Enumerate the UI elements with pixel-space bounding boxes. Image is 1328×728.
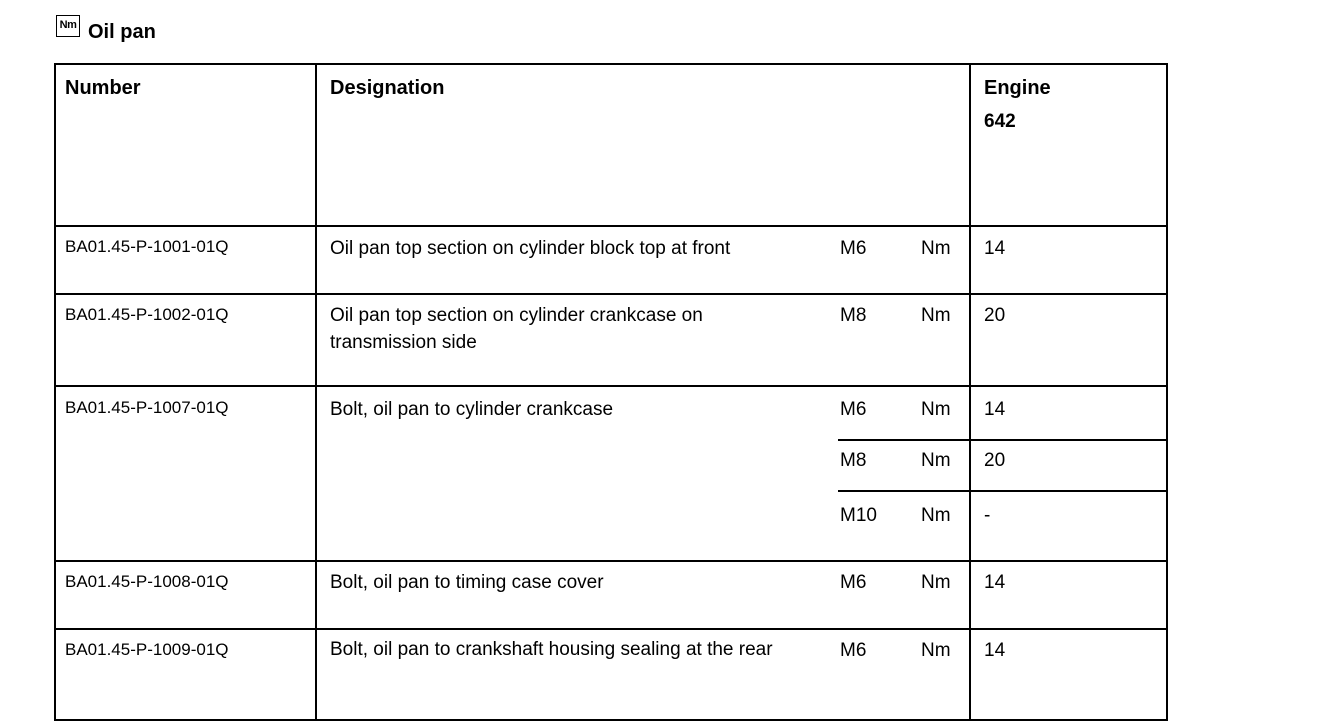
designation: Oil pan top section on cylinder block top at front [330,238,731,259]
torque-value: 14 [984,572,1006,593]
part-number: BA01.45-P-1007-01Q [65,398,229,417]
thread-size: M8 [840,305,867,326]
torque-value: - [984,505,991,526]
thread-size: M6 [840,640,867,661]
torque-value: 14 [984,640,1006,661]
thread-size: M6 [840,399,867,420]
column-header-engine-model: 642 [984,111,1016,132]
page-title: Oil pan [88,21,156,43]
thread-size: M10 [840,505,877,526]
torque-unit: Nm [921,505,951,526]
part-number: BA01.45-P-1009-01Q [65,640,229,659]
torque-unit: Nm [921,305,951,326]
part-number: BA01.45-P-1002-01Q [65,305,229,324]
section-heading [56,18,156,41]
column-header-designation: Designation [330,77,445,99]
column-header-engine: Engine [984,77,1051,99]
torque-value: 14 [984,399,1006,420]
torque-unit: Nm [921,238,951,259]
thread-size: M8 [840,450,867,471]
designation: Bolt, oil pan to timing case cover [330,572,604,593]
designation: Bolt, oil pan to crankshaft housing sealing at the rear [330,639,773,660]
torque-unit: Nm [921,572,951,593]
designation: Oil pan top section on cylinder crankcase on transmission side [330,305,703,353]
thread-size: M6 [840,572,867,593]
torque-table [54,63,1168,721]
torque-value: 20 [984,450,1006,471]
designation: Bolt, oil pan to cylinder crankcase [330,399,614,420]
torque-value: 14 [984,238,1006,259]
torque-value: 20 [984,305,1006,326]
part-number: BA01.45-P-1008-01Q [65,572,229,591]
torque-unit: Nm [921,450,951,471]
torque-unit: Nm [921,399,951,420]
column-header-number: Number [65,77,141,99]
part-number: BA01.45-P-1001-01Q [65,237,229,256]
torque-nm-icon: Nm [56,15,80,37]
thread-size: M6 [840,238,867,259]
torque-unit: Nm [921,640,951,661]
